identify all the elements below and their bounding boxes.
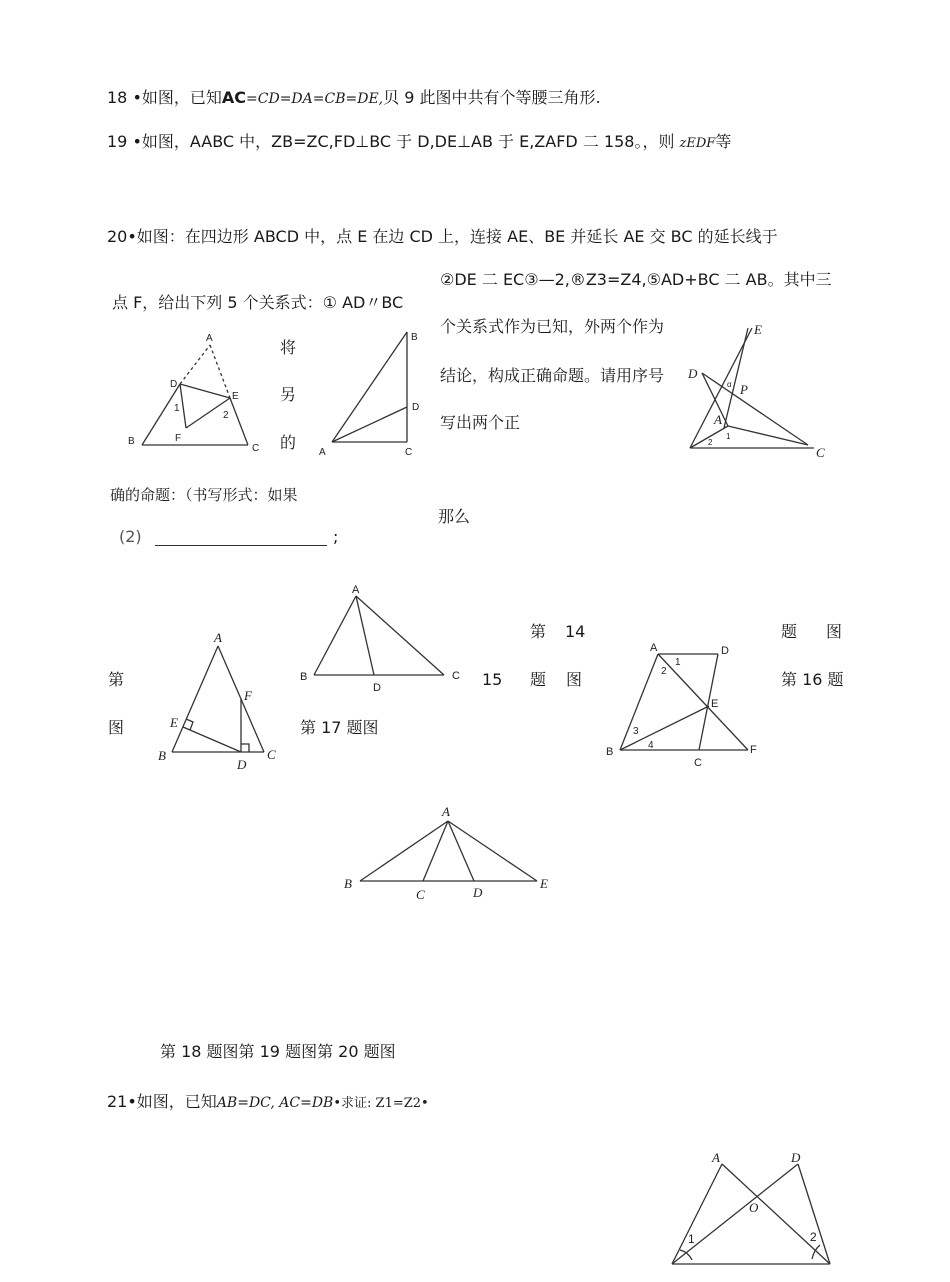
- fig-15-ad: [356, 596, 374, 675]
- fig-a-label-d: D: [170, 379, 178, 390]
- fig-c-line-dc: [702, 373, 808, 445]
- caption-15-ti: 题: [530, 670, 547, 689]
- caption-15-tu-left: 图: [108, 718, 125, 737]
- fig-17-side-ab: [172, 646, 218, 752]
- caption-14-num: 14: [565, 622, 586, 641]
- fig-a-label-c: C: [252, 443, 260, 454]
- fig-21-angle-mark-2: [812, 1245, 820, 1259]
- fig-18-label-c: C: [416, 887, 425, 902]
- fig-16-label-c: C: [694, 757, 702, 769]
- answer-2-end: ;: [333, 527, 339, 546]
- fig-21-angle-1: 1: [688, 1232, 695, 1246]
- q20-clipped-bottom2-box: [438, 507, 478, 526]
- fig-b-label-c: C: [405, 447, 413, 458]
- q20-vert-3: 的: [280, 433, 297, 452]
- figure-a: [120, 325, 270, 465]
- answer-2-blank[interactable]: [155, 545, 327, 546]
- q21-intro: 21•如图，已知: [107, 1092, 217, 1111]
- fig-21-angle-2: 2: [810, 1230, 817, 1244]
- q20-line3: 个关系式作为已知，外两个作为: [440, 317, 665, 336]
- fig-a-fold-de: [180, 384, 230, 398]
- fig-c-label-d: D: [688, 366, 698, 381]
- fig-c-line-e2: [724, 328, 748, 428]
- q18-intro: •如图，已知: [132, 88, 222, 107]
- fig-15-side-ac: [356, 596, 444, 675]
- q21-tail: •求证: Z1=Z2•: [333, 1096, 429, 1111]
- q18-equalities: =CD=DA=CB=DE,: [246, 91, 384, 107]
- fig-21-angle-mark-1: [680, 1250, 692, 1260]
- fig-15-label-d: D: [373, 682, 381, 694]
- figure-c: [682, 318, 832, 463]
- fig-a-df: [180, 384, 186, 428]
- fig-c-label-p: P: [740, 382, 748, 397]
- fig-a-label-e: E: [232, 391, 239, 402]
- fig-c-angle-2: 2: [708, 438, 713, 447]
- figure-15: [296, 580, 471, 695]
- fig-18-label-b: B: [344, 876, 352, 891]
- q20-line1: 20•如图：在四边形 ABCD 中，点 E 在边 CD 上，连接 AE、BE 并延长 AE 交 BC 的延长线于: [107, 227, 778, 246]
- fig-15-label-a: A: [352, 584, 360, 596]
- figure-17: [150, 632, 285, 777]
- figure-21: [660, 1142, 840, 1282]
- fig-b-label-b: B: [411, 332, 418, 343]
- fig-a-label-a: A: [206, 333, 213, 344]
- fig-c-angle-1: 1: [726, 432, 731, 441]
- q19-tail: 等: [715, 132, 732, 151]
- fig-16-angle-3: 3: [633, 726, 639, 737]
- fig-16-angle-1: 1: [675, 657, 681, 668]
- q20-line5: 写出两个正: [440, 413, 521, 432]
- q20-clipped-left-box: [107, 293, 427, 312]
- fig-16-side-ab: [620, 654, 658, 750]
- fig-21-label-d: D: [791, 1150, 801, 1165]
- caption-16: 第 16 题: [781, 670, 844, 689]
- fig-21-label-o: O: [749, 1200, 759, 1215]
- fig-18-label-d: D: [473, 885, 483, 900]
- fig-c-label-a: A: [714, 412, 722, 427]
- fig-17-label-a: A: [214, 630, 222, 645]
- caption-15-tu: 图: [566, 670, 583, 689]
- caption-14-tu: 图: [826, 622, 843, 641]
- fig-21-left-side: [672, 1164, 722, 1264]
- fig-a-angle-1: 1: [174, 403, 180, 414]
- figure-18: [340, 800, 560, 905]
- fig-16-label-f: F: [750, 744, 757, 756]
- fig-c-line-ac: [728, 426, 808, 445]
- figure-b: [315, 325, 430, 465]
- fig-a-label-b: B: [128, 436, 135, 447]
- fig-21-diagonal-d: [672, 1164, 798, 1264]
- caption-17: 第 17 题图: [300, 718, 379, 737]
- fig-c-label-c: C: [816, 445, 825, 460]
- fig-17-label-e: E: [170, 715, 178, 730]
- fig-17-de: [183, 727, 241, 752]
- caption-15-num: 15: [482, 670, 503, 689]
- fig-16-label-a: A: [650, 642, 658, 654]
- fig-a-side-ce: [230, 398, 248, 445]
- fig-a-label-f: F: [175, 433, 182, 444]
- fig-a-dashed-ad: [180, 345, 210, 384]
- figure-16: [598, 638, 768, 773]
- q20-clipped-bottom-box: [107, 486, 437, 504]
- fig-16-label-d: D: [721, 645, 729, 657]
- question-18: [107, 88, 601, 109]
- fig-c-alpha: α: [727, 380, 732, 389]
- fig-16-label-e: E: [711, 698, 719, 710]
- q18-tail: 贝 9 此图中共有个等腰三角形.: [383, 88, 601, 107]
- caption-15-di: 第: [108, 670, 125, 689]
- fig-17-label-c: C: [267, 747, 276, 762]
- fig-17-label-d: D: [237, 757, 247, 772]
- q19-number: 19: [107, 132, 128, 151]
- fig-16-angle-4: 4: [648, 740, 654, 751]
- question-19: [107, 132, 731, 154]
- caption-18-19-20: 第 18 题图第 19 题图第 20 题图: [160, 1042, 396, 1061]
- q18-ac: AC: [221, 88, 247, 107]
- fig-17-label-b: B: [158, 748, 166, 763]
- q19-edf: zEDF: [679, 136, 716, 151]
- fig-16-angle-2: 2: [661, 666, 667, 677]
- fig-b-label-a: A: [319, 447, 326, 458]
- fig-16-label-b: B: [606, 746, 614, 758]
- q20-clipped-bottom: 确的命题：（书写形式：如果: [110, 486, 298, 504]
- q20-vert-2: 另: [280, 385, 297, 404]
- fig-b-label-d: D: [412, 402, 420, 413]
- q18-number: 18: [107, 88, 128, 107]
- question-21: [107, 1092, 429, 1114]
- answer-2-label: (2): [119, 527, 142, 546]
- q19-text: •如图，AABC 中，ZB=ZC,FD⊥BC 于 D,DE⊥AB 于 E,ZAFD 二 158。，则: [132, 132, 675, 151]
- fig-17-right-angle-d: [241, 744, 249, 752]
- q21-condition: AB=DC, AC=DB: [216, 1095, 334, 1111]
- caption-14-ti: 题: [781, 622, 798, 641]
- q20-line4: 结论，构成正确命题。请用序号: [440, 366, 665, 385]
- q20-clipped-left: 点 F，给出下列 5 个关系式：① AD〃BC: [112, 293, 404, 312]
- caption-14-di: 第: [530, 622, 547, 641]
- q20-line2: ②DE 二 EC③—2,®Z3=Z4,⑤AD+BC 二 AB。其中三: [440, 270, 832, 289]
- fig-18-label-a: A: [442, 804, 450, 819]
- fig-a-dashed-ae: [210, 345, 230, 398]
- q20-vert-1: 将: [280, 338, 297, 357]
- fig-15-label-c: C: [452, 670, 460, 682]
- q20-clipped-bottom2: 那么: [438, 507, 471, 526]
- fig-18-label-e: E: [540, 876, 548, 891]
- fig-16-af: [658, 654, 748, 750]
- fig-21-label-a: A: [712, 1150, 720, 1165]
- fig-15-side-ab: [314, 596, 356, 675]
- fig-15-label-b: B: [300, 671, 308, 683]
- fig-b-side-ab: [332, 332, 407, 442]
- fig-17-label-f: F: [244, 688, 252, 703]
- fig-c-label-e: E: [754, 322, 762, 337]
- fig-a-angle-2: 2: [223, 410, 229, 421]
